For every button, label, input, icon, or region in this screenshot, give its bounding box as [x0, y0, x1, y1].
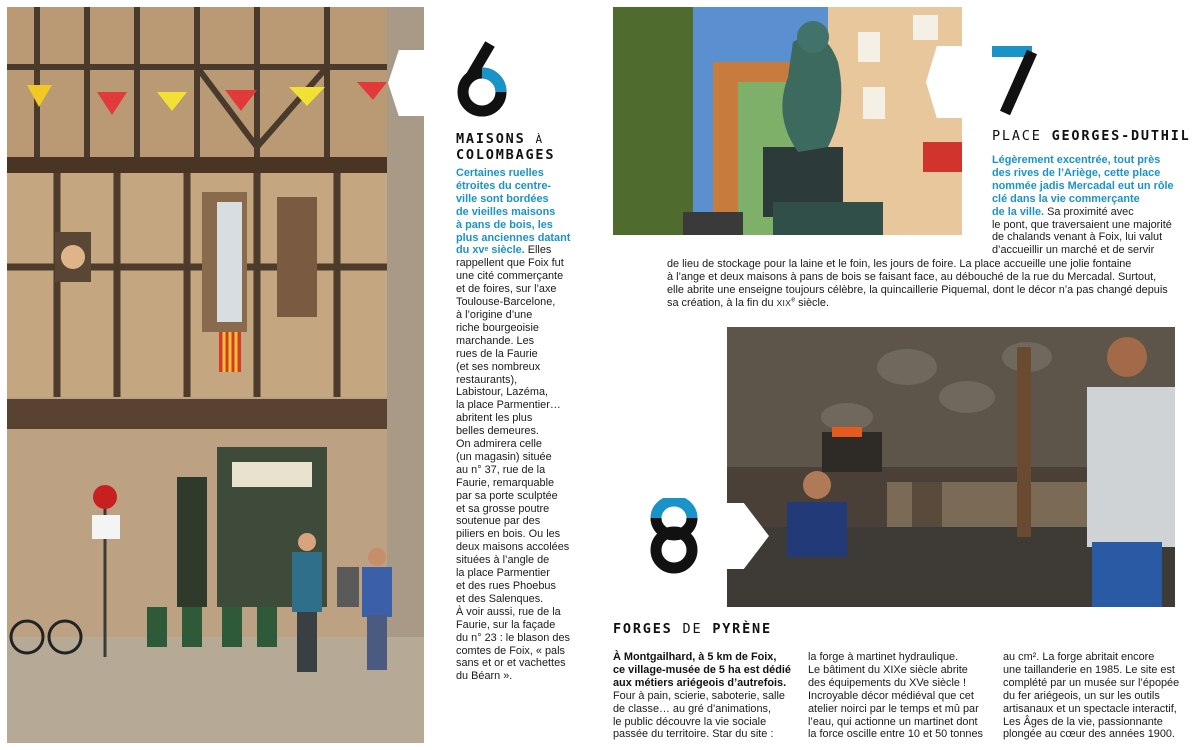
section-6-title-line2: COLOMBAGES: [456, 147, 556, 164]
section-8-title-bold2: PYRÈNE: [712, 621, 772, 637]
number-7-glyph: [988, 42, 1038, 117]
place-georges-duthil-fountain-photo: [613, 7, 962, 235]
section-6-number: [452, 40, 512, 120]
number-6-glyph: [452, 40, 512, 120]
section-8-col2: la forge à martinet hydraulique. Le bâtiment du XIXe siècle abrite des équipements du XVe siècle ! Incroyable décor médiéval que cet atelier noirci par le temps et mû par l’eau, qui actionne un martinet dont la force oscille entre 10 et 50 tonnes: [808, 651, 983, 741]
section-8-col1: À Montgailhard, à 5 km de Foix, ce village-musée de 5 ha est dédié aux métiers ariégeois d’autrefois. Four à pain, scierie, saboterie, salle de classe… au gré d’animations, le public découvre la vie sociale passée du territoire. Star du site :: [613, 651, 791, 741]
section-6-title-small: À: [535, 133, 544, 146]
section-7-wide-text: de lieu de stockage pour la laine et le foin, les jours de foire. La place accueille une jolie fontaine à l’ange et deux maisons à pans de bois se faisant face, au débouché de la rue du Mercadal. Surtout, elle abrite une enseigne toujours célèbre, la quincaillerie Piquemal, dont le décor n’a pas changé depuis sa création, à la fin du XIXe siècle.: [667, 258, 1168, 309]
section-7-narrow-text: Légèrement excentrée, tout près des rives de l’Ariège, cette place nommée jadis Mercadal eut un rôle clé dans la vie commerçante de la ville. Sa proximité avec le pont, que traversaient une majorité de chalands venant à Foix, lui valut d’accueillir un marché et de servir: [992, 154, 1174, 257]
section-6-body: rappellent que Foix fut une cité commerçante et de foires, sur l’axe Toulouse-Barcelone, à l’origine d’une riche bourgeoisie marchande. Les rues de la Faurie (et ses nombreux restaurants), Labistour, Lazéma, la place Parmentier… abritent les plus belles demeures. On admirera celle (un magasin) située au n° 37, rue de la Faurie, remarquable par sa porte sculptée et sa grosse poutre soutenue par des piliers en bois. Ou les deux maisons accolées situées à l’angle de la place Parmentier et des rues Phoebus et des Salenques. À voir aussi, rue de la Faurie, sur la façade du n° 23 : le blason des comtes de Foix, « pals sans et or et vachettes du Béarn ».: [456, 257, 570, 683]
section-6-lead: Certaines ruelles étroites du centre- ville sont bordées de vieilles maisons à pans de bois, les plus anciennes datant du $xv^e$ siècle. Elles: [456, 167, 571, 257]
section-6-text: [456, 167, 586, 683]
section-8-title-bold1: FORGES: [613, 621, 673, 637]
section-8-col3: au cm². La forge abritait encore une taillanderie en 1985. Le site est complété par un musée sur l’épopée du fer ariégeois, un sur les outils artisanaux et un spectacle interactif, Les Âges de la vie, passionnante plongée au cœur des années 1900.: [1003, 651, 1180, 741]
section-8-title: [613, 621, 813, 637]
section-8-title-light: DE: [682, 621, 703, 637]
half-timbered-street-photo: [7, 7, 424, 743]
section-6-title: [456, 131, 586, 164]
section-7-number: [988, 42, 1038, 117]
number-8-glyph: [648, 498, 700, 574]
section-7-title-bold: GEORGES-DUTHIL: [1051, 128, 1191, 144]
forge-blacksmiths-photo: [727, 327, 1175, 607]
section-8-number: [648, 498, 700, 574]
section-7-title-light: PLACE: [992, 128, 1042, 144]
section-7-title: [992, 128, 1191, 144]
section-6-title-word: MAISONS: [456, 131, 526, 147]
